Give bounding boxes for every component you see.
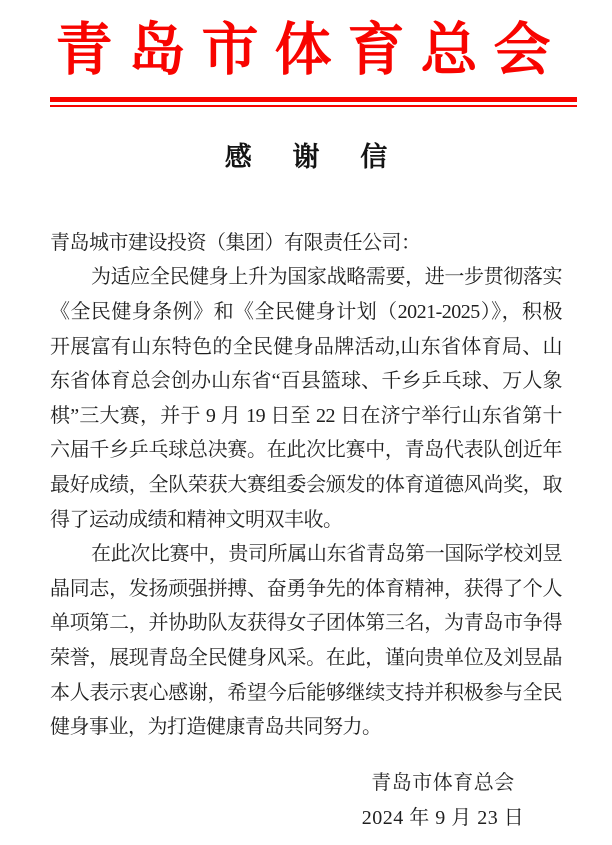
body-line: 为适应全民健身上升为国家战略需要，进一步贯彻落实 — [91, 266, 562, 289]
body-line: 开展富有山东特色的全民健身品牌活动,山东省体育局、山 — [50, 335, 562, 358]
letterhead-org-name: 青岛市体育总会 — [55, 19, 567, 82]
body-line: 得了运动成绩和精神文明双丰收。 — [50, 508, 343, 531]
body-line: 单项第二，并协助队友获得女子团体第三名，为青岛市争得 — [50, 612, 562, 635]
signature-block — [362, 772, 525, 829]
letter-body — [50, 226, 562, 745]
body-line: 《全民健身条例》和《全民健身计划（2021-2025）》，积极 — [50, 301, 562, 324]
body-line: 晶同志，发扬顽强拼搏、奋勇争先的体育精神，获得了个人 — [50, 577, 562, 600]
body-line: 东省体育总会创办山东省“百县篮球、千乡乒乓球、万人象 — [50, 370, 562, 393]
body-line: 最好成绩，全队荣获大赛组委会颁发的体育道德风尚奖，取 — [50, 474, 562, 496]
body-line: 棋”三大赛，并于 9 月 19 日至 22 日在济宁举行山东省第十 — [50, 404, 562, 427]
signature-org: 青岛市体育总会 — [371, 772, 515, 794]
recipient-line: 青岛城市建设投资（集团）有限责任公司： — [50, 231, 421, 254]
body-line: 荣誉，展现青岛全民健身风采。在此，谨向贵单位及刘昱晶 — [50, 646, 562, 669]
letter-title: 感 谢 信 — [224, 141, 405, 172]
body-line: 六届千乡乒乓球总决赛。在此次比赛中，青岛代表队创近年 — [50, 439, 562, 462]
letterhead-double-rule — [50, 97, 577, 107]
signature-date: 2024 年 9 月 23 日 — [361, 807, 525, 829]
body-line: 本人表示衷心感谢，希望今后能够继续支持并积极参与全民 — [50, 681, 562, 704]
body-line: 在此次比赛中，贵司所属山东省青岛第一国际学校刘昱 — [91, 543, 562, 566]
body-line: 健身事业，为打造健康青岛共同努力。 — [50, 716, 382, 739]
